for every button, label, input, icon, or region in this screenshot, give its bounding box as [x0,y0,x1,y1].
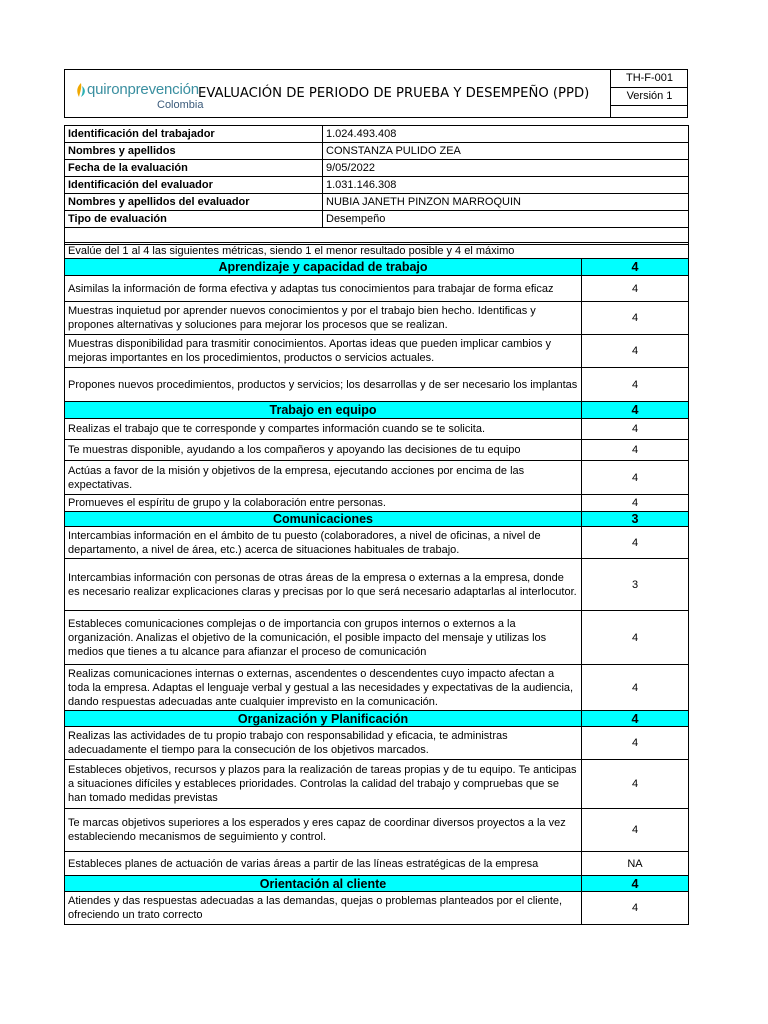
metric-row [65,495,689,512]
section-title: Organización y Planificación [65,711,582,727]
info-row [65,160,689,177]
metric-row [65,892,689,925]
section-score: 4 [582,876,689,892]
metric-text: Muestras disponibilidad para trasmitir conocimientos. Aportas ideas que pueden implicar cambios y mejoras importantes en los procedimientos, productos o servicios actuales. [65,335,582,368]
section-title: Aprendizaje y capacidad de trabajo [65,259,582,276]
section-score: 4 [582,711,689,727]
info-label: Nombres y apellidos [65,143,323,160]
section-header [65,402,689,419]
metric-row [65,559,689,611]
info-value: 1.031.146.308 [323,177,689,194]
header-block [64,69,688,118]
metric-row [65,852,689,876]
logo-brand: quironprevención [87,81,199,98]
metric-row [65,302,689,335]
metric-score: 4 [582,611,689,665]
instructions-text: Evalúe del 1 al 4 las siguientes métricas, siendo 1 el menor resultado posible y 4 el máximo [65,243,689,259]
metric-row [65,527,689,559]
metric-text: Te marcas objetivos superiores a los esperados y eres capaz de coordinar diversos proyectos a la vez estableciendo mecanismos de seguimiento y control. [65,809,582,852]
identification-table [64,125,689,245]
metric-text: Realizas comunicaciones internas o externas, ascendentes o descendentes cuyo impacto afectan a toda la empresa. Adaptas el lenguaje verbal y gestual a las necesidades y expectativas de la audiencia, dando respuestas adecuadas ante cualquier imprevisto en la comunicación. [65,665,582,711]
code-cell [610,70,688,88]
info-row [65,177,689,194]
metric-text: Atiendes y das respuestas adecuadas a las demandas, quejas o problemas planteados por el cliente, ofreciendo un trato correcto [65,892,582,925]
section-header [65,259,689,276]
section-header [65,512,689,527]
section-score: 4 [582,402,689,419]
section-title: Orientación al cliente [65,876,582,892]
section-header [65,876,689,892]
metric-row [65,440,689,461]
metric-text: Estableces objetivos, recursos y plazos para la realización de tareas propias y de tu equipo. Te anticipas a situaciones difíciles y estableces prioridades. Controlas la calidad del trabajo y compruebas que se han tomado medidas previstas [65,760,582,809]
info-value: 9/05/2022 [323,160,689,177]
info-row [65,211,689,228]
metric-score: 4 [582,276,689,302]
document-title: EVALUACIÓN DE PERIODO DE PRUEBA Y DESEMPEÑO (PPD) [198,86,590,101]
metric-text: Propones nuevos procedimientos, productos y servicios; los desarrollas y de ser necesario los implantas [65,368,582,402]
info-row [65,194,689,211]
metric-text: Intercambias información en el ámbito de tu puesto (colaboradores, a nivel de oficinas, a nivel de departamento, a nivel de área, etc.) acerca de situaciones habituales de trabajo. [65,527,582,559]
metric-text: Actúas a favor de la misión y objetivos de la empresa, ejecutando acciones por encima de las expectativas. [65,461,582,495]
logo-mark-icon [75,82,87,98]
info-row [65,143,689,160]
metric-score: 4 [582,495,689,512]
metric-text: Muestras inquietud por aprender nuevos conocimientos y por el trabajo bien hecho. Identificas y propones alternativas y soluciones para mejorar los procesos que se realizan. [65,302,582,335]
document-code: TH-F-001 [625,72,674,84]
metric-text: Realizas las actividades de tu propio trabajo con responsabilidad y eficacia, te administras adecuadamente el tiempo para la consecución de los objetivos marcados. [65,727,582,760]
document-version: Versión 1 [626,90,673,102]
metric-score: 4 [582,809,689,852]
metric-score: 4 [582,302,689,335]
info-label: Nombres y apellidos del evaluador [65,194,323,211]
metric-row [65,276,689,302]
instructions-row [65,243,689,259]
metric-row [65,461,689,495]
metric-score: 3 [582,559,689,611]
logo-country: Colombia [157,99,204,111]
metric-score: 4 [582,440,689,461]
metric-score: 4 [582,368,689,402]
metric-text: Estableces planes de actuación de varias áreas a partir de las líneas estratégicas de la empresa [65,852,582,876]
metric-text: Te muestras disponible, ayudando a los compañeros y apoyando las decisiones de tu equipo [65,440,582,461]
section-header [65,711,689,727]
info-value: CONSTANZA PULIDO ZEA [323,143,689,160]
info-row [65,126,689,143]
info-value: Desempeño [323,211,689,228]
metric-score: 4 [582,727,689,760]
metric-row [65,611,689,665]
version-cell [610,88,688,106]
section-title: Trabajo en equipo [65,402,582,419]
metric-text: Asimilas la información de forma efectiva y adaptas tus conocimientos para trabajar de forma eficaz [65,276,582,302]
info-label: Identificación del trabajador [65,126,323,143]
metric-score: 4 [582,665,689,711]
metric-row [65,665,689,711]
info-label: Identificación del evaluador [65,177,323,194]
section-score: 3 [582,512,689,527]
info-value: NUBIA JANETH PINZON MARROQUIN [323,194,689,211]
metric-row [65,368,689,402]
metric-score: 4 [582,527,689,559]
metric-row [65,727,689,760]
metric-row [65,809,689,852]
version-cell-spacer [610,106,688,117]
logo [73,79,204,113]
metric-row [65,419,689,440]
info-label: Tipo de evaluación [65,211,323,228]
metric-text: Promueves el espíritu de grupo y la colaboración entre personas. [65,495,582,512]
info-label: Fecha de la evaluación [65,160,323,177]
metric-score: 4 [582,419,689,440]
metric-score: 4 [582,892,689,925]
evaluation-table [64,242,689,925]
metric-row [65,760,689,809]
info-value: 1.024.493.408 [323,126,689,143]
metric-score: NA [582,852,689,876]
metric-score: 4 [582,760,689,809]
metric-text: Estableces comunicaciones complejas o de importancia con grupos internos o externos a la organización. Analizas el objetivo de la comunicación, el posible impacto del mensaje y utilizas los medios que tienes a tu alcance para afianzar el proceso de comunicación [65,611,582,665]
metric-row [65,335,689,368]
metric-score: 4 [582,335,689,368]
metric-text: Intercambias información con personas de otras áreas de la empresa o externas a la empresa, donde es necesario realizar explicaciones claras y precisas por lo que será necesario adaptarlas al interlocutor. [65,559,582,611]
metric-score: 4 [582,461,689,495]
section-score: 4 [582,259,689,276]
section-title: Comunicaciones [65,512,582,527]
metric-text: Realizas el trabajo que te corresponde y compartes información cuando se te solicita. [65,419,582,440]
